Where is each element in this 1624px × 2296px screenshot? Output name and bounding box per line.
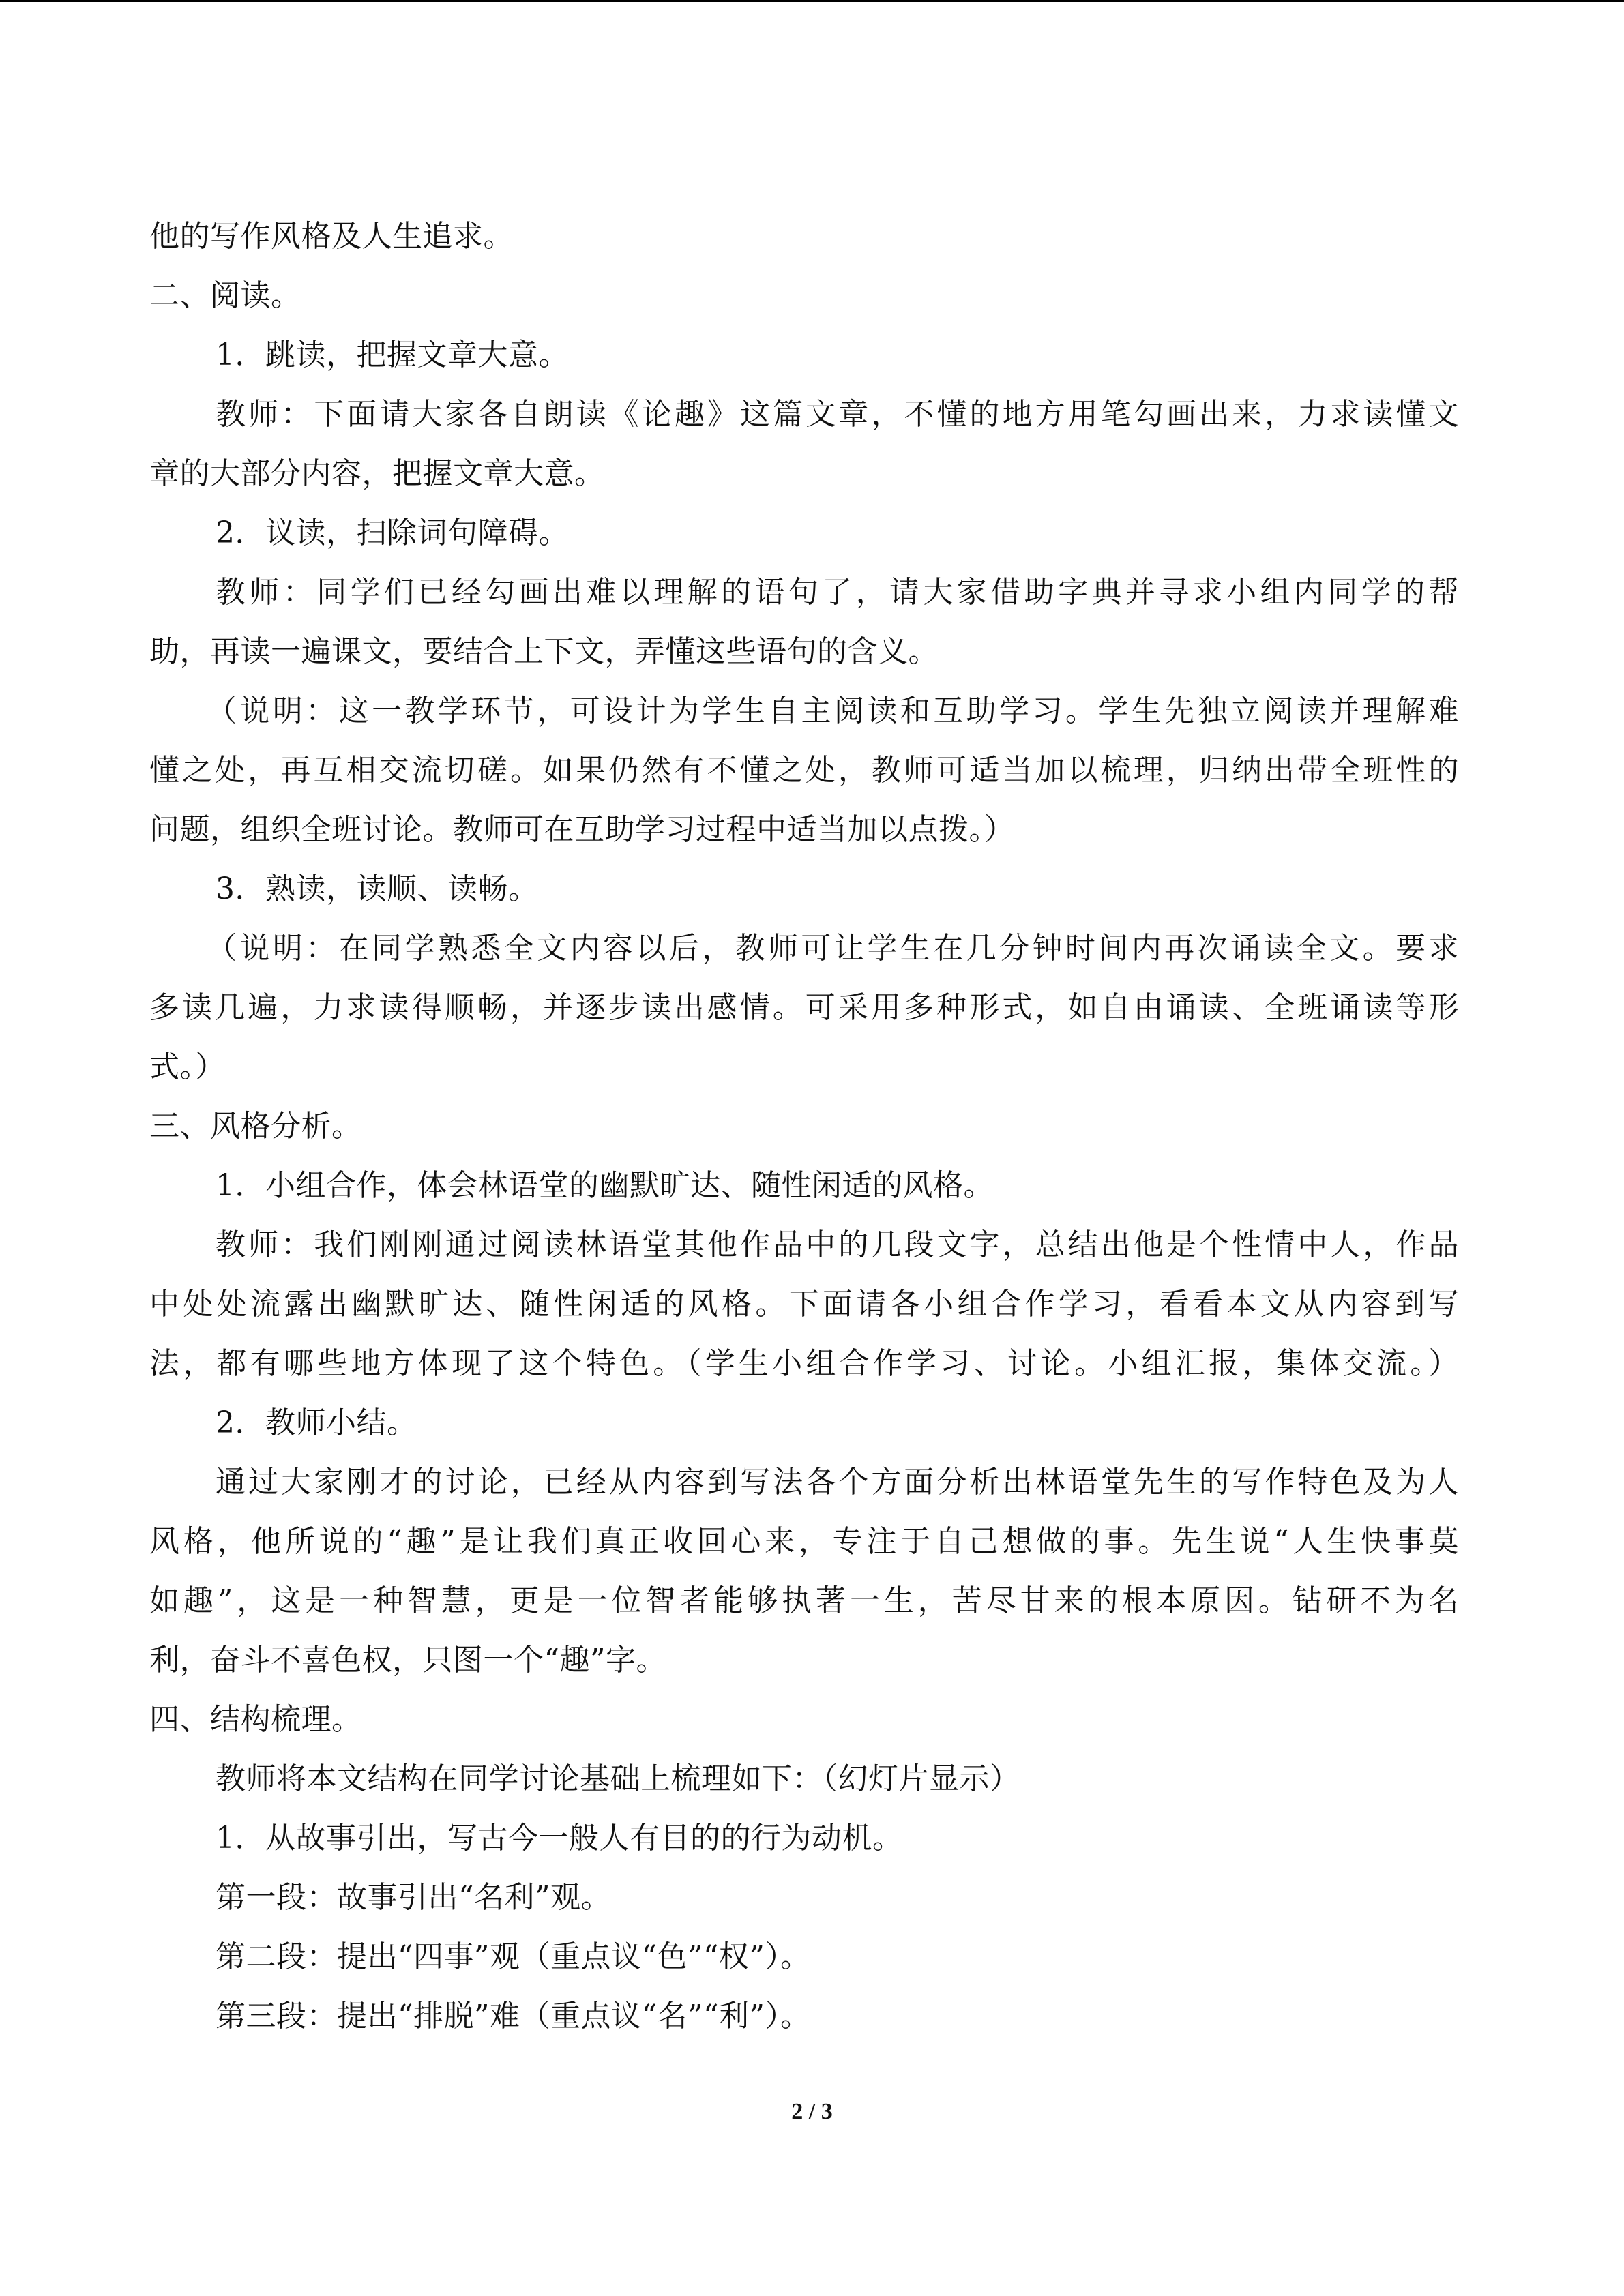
top-border-line <box>0 0 1624 2</box>
section-heading-reading: 二、阅读。 <box>149 278 301 313</box>
paragraph-line: 法，都有哪些地方体现了这个特色。（学生小组合作学习、讨论。小组汇报，集体交流。） <box>149 1346 1459 1381</box>
step-heading: 1．跳读，把握文章大意。 <box>216 338 569 372</box>
step-heading: 2．教师小结。 <box>216 1405 417 1440</box>
paragraph-line: 教师：下面请大家各自朗读《论趣》这篇文章，不懂的地方用笔勾画出来，力求读懂文 <box>216 397 1459 432</box>
paragraph-line: 教师将本文结构在同学讨论基础上梳理如下：（幻灯片显示） <box>216 1761 1020 1796</box>
note-line: 式。） <box>149 1049 226 1084</box>
structure-item: 第二段：提出“四事”观（重点议“色”“权”）。 <box>216 1939 811 1974</box>
structure-item: 第三段：提出“排脱”难（重点议“名”“利”）。 <box>216 1999 811 2033</box>
note-line: （说明：这一教学环节，可设计为学生自主阅读和互助学习。学生先独立阅读并理解难 <box>207 694 1459 728</box>
section-heading-structure: 四、结构梳理。 <box>149 1702 362 1737</box>
paragraph-line: 风格，他所说的“趣”是让我们真正收回心来，专注于自己想做的事。先生说“人生快事莫 <box>149 1524 1459 1559</box>
section-heading-style: 三、风格分析。 <box>149 1109 362 1144</box>
paragraph-line: 中处处流露出幽默旷达、随性闲适的风格。下面请各小组合作学习，看看本文从内容到写 <box>149 1287 1459 1322</box>
paragraph-line: 如趣”，这是一种智慧，更是一位智者能够执著一生，苦尽甘来的根本原因。钻研不为名 <box>149 1583 1459 1618</box>
paragraph-line: 通过大家刚才的讨论，已经从内容到写法各个方面分析出林语堂先生的写作特色及为人 <box>216 1465 1459 1500</box>
paragraph-line: 教师：我们刚刚通过阅读林语堂其他作品中的几段文字，总结出他是个性情中人，作品 <box>216 1227 1459 1262</box>
step-heading: 2．议读，扫除词句障碍。 <box>216 516 569 550</box>
paragraph-line: 教师：同学们已经勾画出难以理解的语句了，请大家借助字典并寻求小组内同学的帮 <box>216 575 1459 610</box>
step-heading: 1．小组合作，体会林语堂的幽默旷达、随性闲适的风格。 <box>216 1168 994 1203</box>
document-body <box>149 207 1459 2046</box>
paragraph-line: 利，奋斗不喜色权，只图一个“趣”字。 <box>149 1643 666 1678</box>
paragraph-line: 章的大部分内容，把握文章大意。 <box>149 456 605 491</box>
step-heading: 3．熟读，读顺、读畅。 <box>216 871 539 906</box>
note-line: 问题，组织全班讨论。教师可在互助学习过程中适当加以点拨。） <box>149 812 1015 847</box>
note-line: （说明：在同学熟悉全文内容以后，教师可让学生在几分钟时间内再次诵读全文。要求 <box>207 931 1459 966</box>
page-number: 2 / 3 <box>791 2099 833 2124</box>
note-line: 懂之处，再互相交流切磋。如果仍然有不懂之处，教师可适当加以梳理，归纳出带全班性的 <box>149 753 1459 788</box>
paragraph-line: 助，再读一遍课文，要结合上下文，弄懂这些语句的含义。 <box>149 634 939 669</box>
structure-item: 第一段：故事引出“名利”观。 <box>216 1880 611 1915</box>
paragraph-line: 他的写作风格及人生追求。 <box>149 219 514 254</box>
note-line: 多读几遍，力求读得顺畅，并逐步读出感情。可采用多种形式，如自由诵读、全班诵读等形 <box>149 990 1459 1025</box>
step-heading: 1．从故事引出，写古今一般人有目的的行为动机。 <box>216 1821 903 1855</box>
